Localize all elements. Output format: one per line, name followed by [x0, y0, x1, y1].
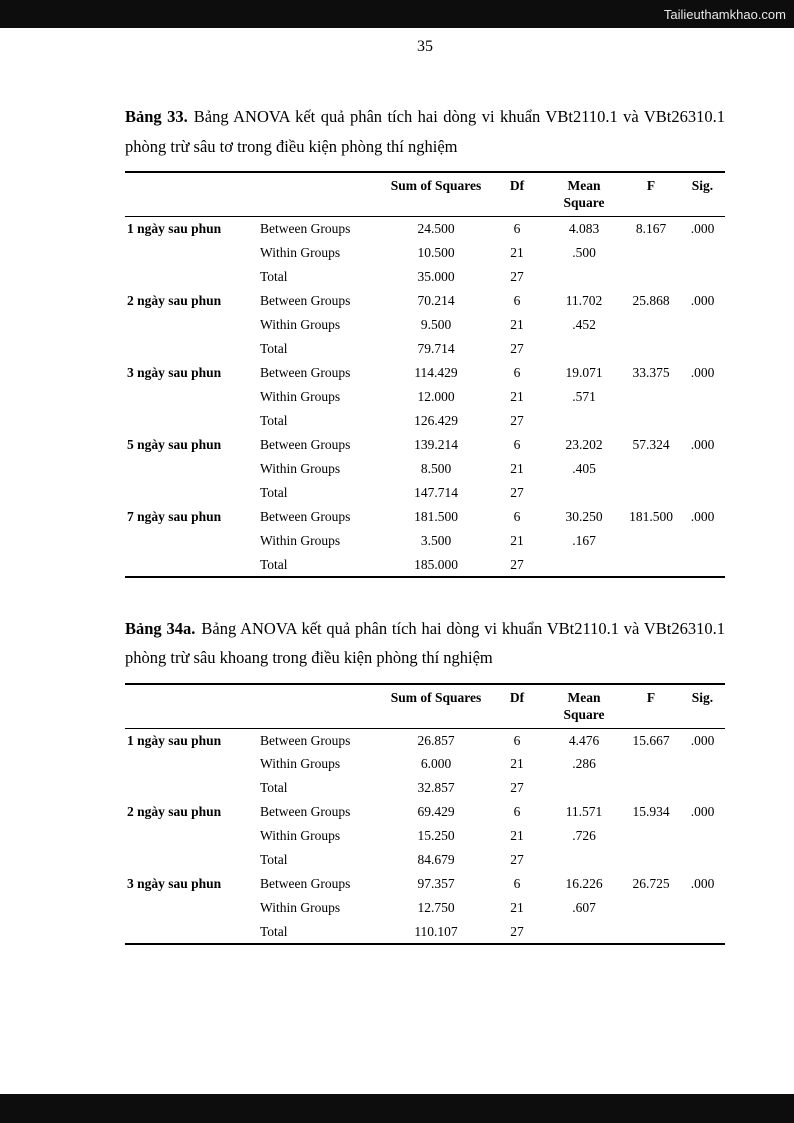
group-label-cell: [125, 385, 258, 409]
group-label-cell: [125, 896, 258, 920]
f-cell: [622, 385, 680, 409]
source-cell: Total: [260, 780, 288, 796]
sig-cell: [680, 313, 725, 337]
group-label-cell: [125, 241, 258, 265]
f-cell: [622, 920, 680, 944]
table-row: [125, 824, 725, 848]
sum-squares-cell: 12.000: [417, 388, 455, 404]
table-row: [125, 361, 725, 385]
mean-square-cell: 11.571: [565, 804, 603, 820]
f-cell: [622, 824, 680, 848]
page-number: 35: [417, 38, 433, 55]
table-row: [125, 920, 725, 944]
table-row: [125, 409, 725, 433]
df-cell: 27: [510, 556, 524, 572]
source-cell: Within Groups: [260, 900, 341, 916]
group-label-cell: [125, 920, 258, 944]
group-label-cell: [125, 409, 258, 433]
sum-squares-cell: 70.214: [417, 292, 455, 308]
f-cell: [622, 241, 680, 265]
sig-cell: [680, 776, 725, 800]
group-label-cell: 2 ngày sau phun: [127, 804, 222, 820]
header-sum-of-squares: Sum of Squares: [384, 172, 488, 216]
sum-squares-cell: 8.500: [420, 460, 452, 476]
table-row: [125, 728, 725, 752]
sig-cell: .000: [690, 732, 715, 748]
mean-square-cell: 4.476: [568, 732, 600, 748]
table-34a-caption-text: Bảng ANOVA kết quả phân tích hai dòng vi khuẩn VBt2110.1 và VBt26310.1 phòng trừ sâu khoang trong điều kiện phòng thí nghiệm: [125, 618, 726, 668]
df-cell: 21: [510, 244, 524, 260]
group-label-cell: 1 ngày sau phun: [127, 732, 222, 748]
group-label-cell: [125, 529, 258, 553]
group-label-cell: [125, 553, 258, 577]
sum-squares-cell: 15.250: [417, 828, 455, 844]
mean-square-cell: [546, 776, 622, 800]
table-row: [125, 481, 725, 505]
table-row: [125, 872, 725, 896]
df-cell: 27: [510, 924, 524, 940]
df-cell: 27: [510, 780, 524, 796]
f-cell: 15.667: [632, 732, 670, 748]
df-cell: 21: [510, 388, 524, 404]
table-row: [125, 217, 725, 241]
table-33-caption-label: Bảng 33.: [125, 107, 188, 126]
table-row: [125, 776, 725, 800]
df-cell: 21: [510, 828, 524, 844]
source-cell: Between Groups: [260, 292, 351, 308]
table-row: [125, 800, 725, 824]
sig-cell: [680, 457, 725, 481]
source-cell: Within Groups: [260, 244, 341, 260]
mean-square-cell: 23.202: [565, 436, 603, 452]
mean-square-cell: [546, 553, 622, 577]
sum-squares-cell: 69.429: [417, 804, 455, 820]
sig-cell: .000: [690, 292, 715, 308]
sum-squares-cell: 6.000: [420, 756, 452, 772]
source-cell: Within Groups: [260, 532, 341, 548]
mean-square-cell: [546, 265, 622, 289]
table-row: [125, 265, 725, 289]
sig-cell: [680, 385, 725, 409]
source-cell: Within Groups: [260, 828, 341, 844]
f-cell: [622, 529, 680, 553]
df-cell: 6: [513, 876, 521, 892]
sum-squares-cell: 126.429: [414, 412, 458, 428]
f-cell: [622, 313, 680, 337]
df-cell: 27: [510, 340, 524, 356]
mean-square-cell: [546, 920, 622, 944]
df-cell: 27: [510, 412, 524, 428]
table-33-caption-text: Bảng ANOVA kết quả phân tích hai dòng vi khuẩn VBt2110.1 và VBt26310.1 phòng trừ sâu tơ trong điều kiện phòng thí nghiệm: [125, 107, 725, 156]
sig-cell: [680, 409, 725, 433]
mean-square-cell: [546, 409, 622, 433]
source-cell: Total: [260, 924, 288, 940]
sum-squares-cell: 35.000: [417, 268, 455, 284]
sum-squares-cell: 147.714: [414, 484, 458, 500]
table-row: [125, 505, 725, 529]
table-row: [125, 289, 725, 313]
f-cell: [622, 337, 680, 361]
df-cell: 6: [513, 364, 521, 380]
sum-squares-cell: 10.500: [417, 244, 455, 260]
df-cell: 27: [510, 484, 524, 500]
sig-cell: [680, 824, 725, 848]
group-label-cell: [125, 752, 258, 776]
f-cell: [622, 553, 680, 577]
mean-square-cell: [546, 337, 622, 361]
sum-squares-cell: 110.107: [414, 924, 458, 940]
f-cell: 25.868: [632, 292, 670, 308]
table-33-caption: [125, 102, 725, 161]
mean-square-cell: .571: [572, 388, 596, 404]
sum-squares-cell: 185.000: [414, 556, 458, 572]
table-row: [125, 848, 725, 872]
sum-squares-cell: 181.500: [414, 508, 458, 524]
header-sum-of-squares: Sum of Squares: [384, 684, 488, 728]
source-cell: Within Groups: [260, 388, 341, 404]
bottom-bar: [0, 1094, 794, 1123]
f-cell: [622, 481, 680, 505]
mean-square-cell: 4.083: [568, 221, 600, 237]
sig-cell: .000: [690, 221, 715, 237]
f-cell: 181.500: [629, 508, 673, 524]
group-label-cell: 2 ngày sau phun: [127, 292, 222, 308]
header-f: F: [622, 684, 680, 728]
f-cell: [622, 409, 680, 433]
sig-cell: [680, 752, 725, 776]
group-label-cell: [125, 313, 258, 337]
table-row: [125, 433, 725, 457]
source-cell: Between Groups: [260, 732, 351, 748]
table-header-row: [125, 684, 725, 728]
header-f: F: [622, 172, 680, 216]
df-cell: 21: [510, 316, 524, 332]
top-watermark-bar: [0, 0, 794, 28]
sum-squares-cell: 79.714: [417, 340, 455, 356]
mean-square-cell: .286: [572, 756, 596, 772]
table-row: [125, 241, 725, 265]
mean-square-cell: .500: [572, 244, 596, 260]
header-empty-cell: [125, 172, 258, 216]
mean-square-cell: [546, 481, 622, 505]
group-label-cell: [125, 776, 258, 800]
source-cell: Total: [260, 484, 288, 500]
anova-table-33: [125, 171, 725, 577]
group-label-cell: [125, 337, 258, 361]
df-cell: 21: [510, 532, 524, 548]
f-cell: [622, 265, 680, 289]
sum-squares-cell: 84.679: [417, 852, 455, 868]
df-cell: 21: [510, 460, 524, 476]
sum-squares-cell: 3.500: [420, 532, 452, 548]
group-label-cell: 7 ngày sau phun: [127, 508, 222, 524]
sum-squares-cell: 12.750: [417, 900, 455, 916]
df-cell: 6: [513, 436, 521, 452]
table-row: [125, 385, 725, 409]
mean-square-cell: .726: [572, 828, 596, 844]
df-cell: 6: [513, 221, 521, 237]
f-cell: [622, 896, 680, 920]
source-cell: Total: [260, 340, 288, 356]
group-label-cell: [125, 457, 258, 481]
anova-table-34a: [125, 683, 725, 945]
group-label-cell: [125, 824, 258, 848]
table-row: [125, 752, 725, 776]
sum-squares-cell: 114.429: [414, 364, 458, 380]
source-cell: Within Groups: [260, 756, 341, 772]
f-cell: [622, 457, 680, 481]
sum-squares-cell: 26.857: [417, 732, 455, 748]
df-cell: 6: [513, 732, 521, 748]
sum-squares-cell: 24.500: [417, 221, 455, 237]
mean-square-cell: [546, 848, 622, 872]
header-df: Df: [488, 172, 546, 216]
header-empty-cell: [125, 684, 258, 728]
mean-square-cell: .452: [572, 316, 596, 332]
f-cell: 57.324: [632, 436, 670, 452]
sum-squares-cell: 97.357: [417, 876, 455, 892]
group-label-cell: 1 ngày sau phun: [127, 221, 222, 237]
df-cell: 27: [510, 852, 524, 868]
table-row: [125, 529, 725, 553]
group-label-cell: 3 ngày sau phun: [127, 364, 222, 380]
df-cell: 27: [510, 268, 524, 284]
sum-squares-cell: 139.214: [414, 436, 458, 452]
group-label-cell: [125, 848, 258, 872]
sig-cell: [680, 553, 725, 577]
source-cell: Total: [260, 268, 288, 284]
header-sig: Sig.: [680, 684, 725, 728]
mean-square-cell: 16.226: [565, 876, 603, 892]
f-cell: [622, 752, 680, 776]
source-cell: Between Groups: [260, 221, 351, 237]
df-cell: 21: [510, 756, 524, 772]
sig-cell: .000: [690, 804, 715, 820]
table-row: [125, 337, 725, 361]
header-mean-square: Mean Square: [546, 172, 622, 216]
sig-cell: [680, 920, 725, 944]
sig-cell: [680, 848, 725, 872]
source-cell: Total: [260, 412, 288, 428]
table-row: [125, 896, 725, 920]
f-cell: [622, 848, 680, 872]
header-empty-cell: [258, 684, 384, 728]
mean-square-cell: 11.702: [565, 292, 603, 308]
source-cell: Total: [260, 852, 288, 868]
f-cell: [622, 776, 680, 800]
group-label-cell: [125, 265, 258, 289]
df-cell: 6: [513, 508, 521, 524]
source-cell: Between Groups: [260, 876, 351, 892]
sig-cell: .000: [690, 364, 715, 380]
mean-square-cell: .167: [572, 532, 596, 548]
mean-square-cell: 30.250: [565, 508, 603, 524]
header-sig: Sig.: [680, 172, 725, 216]
source-cell: Between Groups: [260, 436, 351, 452]
header-mean-square: Mean Square: [546, 684, 622, 728]
df-cell: 21: [510, 900, 524, 916]
df-cell: 6: [513, 292, 521, 308]
sig-cell: [680, 241, 725, 265]
f-cell: 33.375: [632, 364, 670, 380]
f-cell: 8.167: [635, 221, 667, 237]
source-cell: Between Groups: [260, 804, 351, 820]
header-empty-cell: [258, 172, 384, 216]
sum-squares-cell: 9.500: [420, 316, 452, 332]
mean-square-cell: 19.071: [565, 364, 603, 380]
table-header-row: [125, 172, 725, 216]
sig-cell: [680, 529, 725, 553]
sig-cell: [680, 896, 725, 920]
sig-cell: .000: [690, 508, 715, 524]
table-row: [125, 457, 725, 481]
sig-cell: [680, 481, 725, 505]
f-cell: 26.725: [632, 876, 670, 892]
table-34a-caption-label: Bảng 34a.: [125, 618, 196, 638]
table-row: [125, 313, 725, 337]
sum-squares-cell: 32.857: [417, 780, 455, 796]
table-row: [125, 553, 725, 577]
f-cell: 15.934: [632, 804, 670, 820]
table-34a-caption: [125, 614, 725, 673]
group-label-cell: 5 ngày sau phun: [127, 436, 222, 452]
source-cell: Total: [260, 556, 288, 572]
source-cell: Between Groups: [260, 508, 351, 524]
sig-cell: [680, 337, 725, 361]
header-df: Df: [488, 684, 546, 728]
source-cell: Within Groups: [260, 316, 341, 332]
sig-cell: .000: [690, 876, 715, 892]
mean-square-cell: .607: [572, 900, 596, 916]
mean-square-cell: .405: [572, 460, 596, 476]
sig-cell: .000: [690, 436, 715, 452]
source-cell: Between Groups: [260, 364, 351, 380]
sig-cell: [680, 265, 725, 289]
group-label-cell: 3 ngày sau phun: [127, 876, 222, 892]
source-cell: Within Groups: [260, 460, 341, 476]
df-cell: 6: [513, 804, 521, 820]
group-label-cell: [125, 481, 258, 505]
watermark-link[interactable]: Tailieuthamkhao.com: [663, 6, 786, 22]
